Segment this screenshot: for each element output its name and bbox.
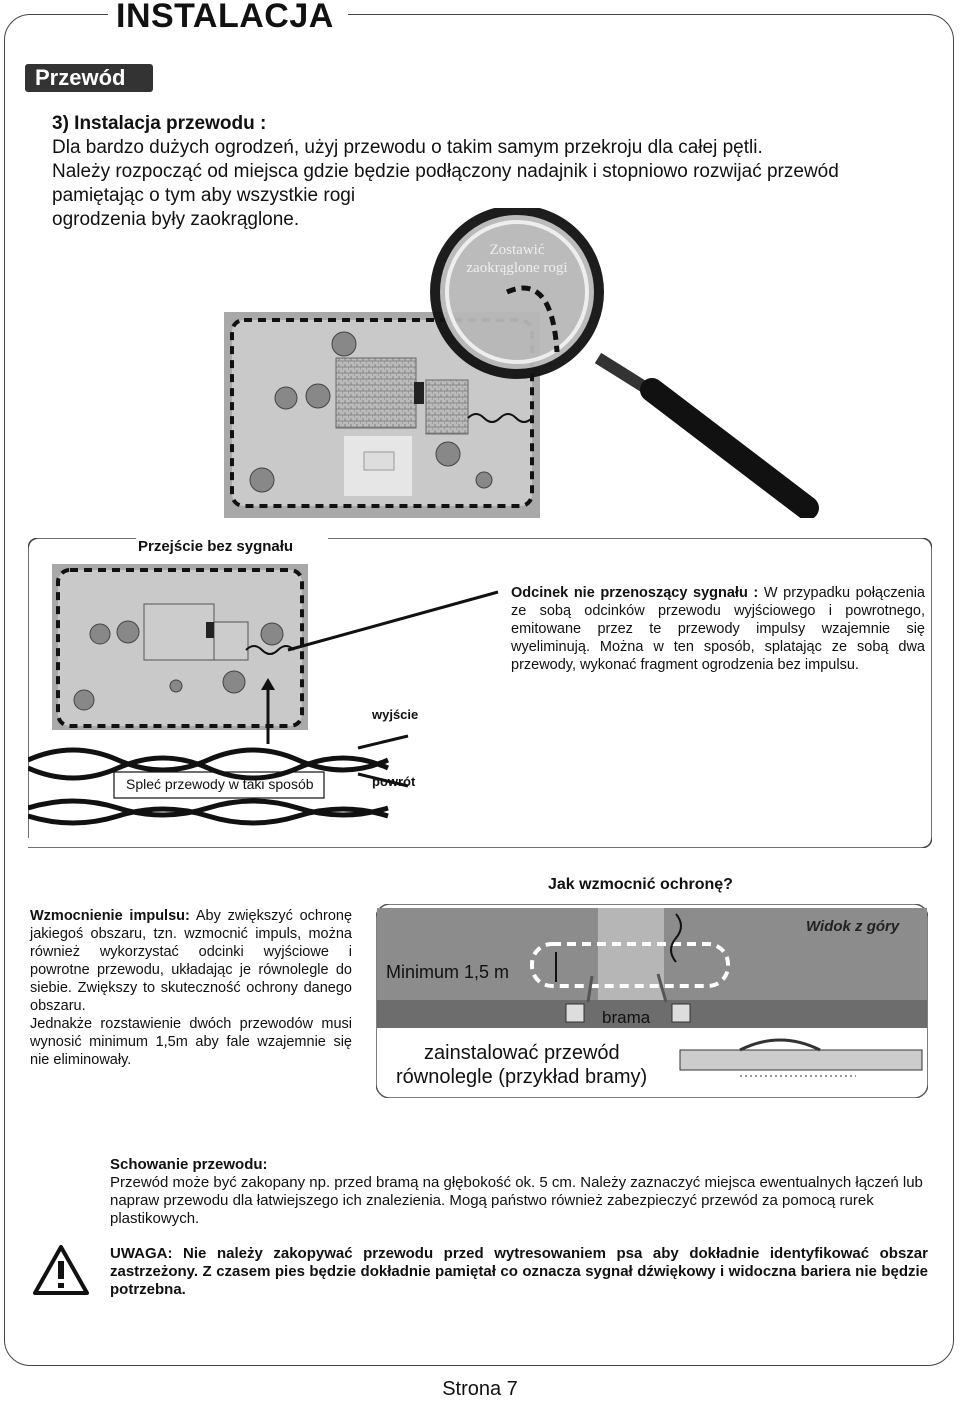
parallel-line-1: zainstalować przewód: [424, 1042, 620, 1064]
intro-heading: 3) Instalacja przewodu :: [52, 113, 267, 134]
label-out: wyjście: [372, 707, 419, 722]
parallel-line-2: równolegle (przykład bramy): [396, 1066, 648, 1088]
no-signal-paragraph: [511, 584, 925, 674]
intro-line-1: Dla bardzo dużych ogrodzeń, użyj przewodu o takim samym przekroju dla całej pętli.: [52, 137, 763, 158]
label-back: powrót: [372, 774, 416, 789]
no-signal-caption: Przejście bez sygnału: [138, 538, 294, 555]
label-twist: Spleć przewody w taki sposób: [126, 776, 314, 792]
gate-label: brama: [602, 1008, 651, 1027]
no-signal-body-first: W przypadku: [763, 585, 851, 601]
hide-body: Przewód może być zakopany np. przed bramą na głębokość ok. 5 cm. Należy zaznaczyć miejsca ewentualnych łączeń lub napraw przewodu dla łatwiejszego ich znalezienia. Mogą państwo również zabezpieczyć przewód za pomocą rurek plastikowych.: [110, 1174, 923, 1227]
no-signal-body: połączenia ze sobą odcinków przewodu wyjściowego i powrotnego, emitowane przez te przewody impulsy wzajemnie się wyeliminują. Można w ten sposób, splatając ze sobą dwa przewody, wykonać fragment ogrodzenia bez impulsu.: [511, 585, 925, 673]
boost-body-first: Aby zwiększyć ochronę jakiegoś obszaru, tzn. wzmocnić impuls, można również wykorzystać odcinki wyjściowe i powrotne przewodu, układając je równolegle do siebie. Zwiększy to skuteczność ochrony danego obszaru.: [30, 908, 353, 1014]
view-label: Widok z góry: [806, 918, 900, 935]
section-tag: Przewód: [25, 64, 153, 92]
intro-line-4: ogrodzenia były zaokrąglone.: [52, 209, 300, 230]
magnifier-label-1: Zostawić: [489, 242, 545, 258]
boost-paragraph: [30, 907, 352, 1069]
no-signal-heading: Odcinek nie przenoszący sygnału :: [511, 585, 759, 601]
hide-paragraph: [110, 1156, 930, 1228]
intro-line-3: pamiętając o tym aby wszystkie rogi: [52, 185, 356, 206]
page-title: INSTALACJA: [116, 0, 334, 35]
page-number: Strona 7: [442, 1378, 518, 1400]
min-label: Minimum 1,5 m: [386, 962, 510, 982]
hide-heading: Schowanie przewodu:: [110, 1156, 268, 1173]
warning-triangle-icon: [32, 1244, 90, 1296]
boost-body-second: Jednakże rozstawienie dwóch przewodów musi wynosić minimum 1,5m aby fale wzajemnie się nie eliminowały.: [30, 1016, 352, 1068]
boost-heading: Wzmocnienie impulsu:: [30, 908, 190, 924]
warning-text: UWAGA: Nie należy zakopywać przewodu przed wytresowaniem psa aby dokładnie identyfikować obszar zastrzeżony. Z czasem pies będzie dokładnie pamiętał co oznacza sygnał dźwiękowy i widoczna bariera nie będzie potrzebna.: [110, 1245, 928, 1298]
boost-question: Jak wzmocnić ochronę?: [548, 876, 733, 893]
intro-line-2: Należy rozpocząć od miejsca gdzie będzie podłączony nadajnik i stopniowo rozwijać przewód: [52, 161, 839, 182]
garden-magnifier-illustration: [222, 208, 822, 518]
magnifier-label-2: zaokrąglone rogi: [466, 260, 568, 276]
